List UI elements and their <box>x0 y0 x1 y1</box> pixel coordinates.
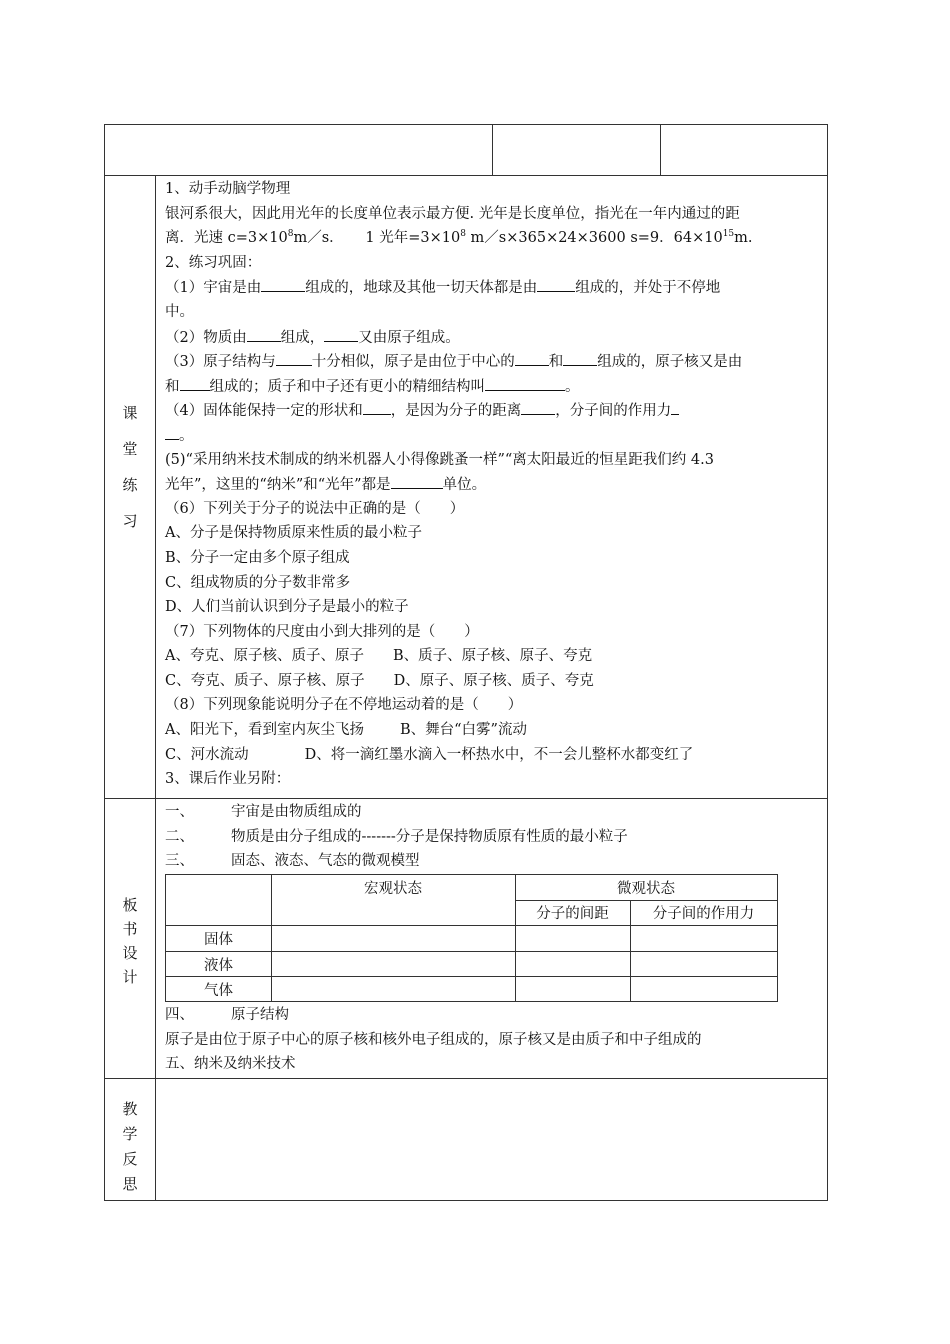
row-label-gas: 气体 <box>204 983 233 999</box>
paragraph-line: 银河系很大，因此用光年的长度单位表示最方便. 光年是长度单位，指光在一年内通过的距 <box>165 205 740 222</box>
answer-blank[interactable] <box>563 349 597 366</box>
answer-blank[interactable] <box>485 374 565 391</box>
row-label-liquid: 液体 <box>204 958 233 974</box>
answer-blank[interactable] <box>391 472 443 489</box>
row-divider <box>105 1078 827 1079</box>
board-line: 三、 固态、液态、气态的微观模型 <box>165 853 420 870</box>
label-column-divider <box>155 175 156 1200</box>
question-8: （8）下列现象能说明分子在不停地运动着的是（ ） <box>165 697 523 714</box>
board-line: 四、 原子结构 <box>165 1007 289 1023</box>
question-7: （7）下列物体的尺度由小到大排列的是（ ） <box>165 623 479 640</box>
answer-blank[interactable] <box>165 423 179 440</box>
question-5-cont: 光年”，这里的“纳米”和“光年”都是 单位。 <box>165 472 753 497</box>
board-design-label: 板 书 设 计 <box>122 896 138 986</box>
option-c: C、组成物质的分子数非常多 <box>165 574 351 591</box>
answer-blank[interactable] <box>363 398 391 415</box>
question-5: (5)“采用纳米技术制成的纳米机器人小得像跳蚤一样”“离太阳最近的恒星距我们约 4.3 <box>165 451 714 468</box>
board-content-lower <box>165 1003 702 1077</box>
row-label-solid: 固体 <box>204 932 233 948</box>
row-divider <box>105 175 827 176</box>
options-c-d: C、夸克、质子、原子核、原子 D、原子、原子核、质子、夸克 <box>165 672 594 689</box>
board-line: 原子是由位于原子中心的原子核和核外电子组成的，原子核又是由质子和中子组成的 <box>165 1031 702 1048</box>
answer-blank[interactable] <box>247 325 281 342</box>
answer-blank[interactable] <box>515 349 549 366</box>
lesson-table <box>104 124 828 1201</box>
option-b: B、分子一定由多个原子组成 <box>165 549 350 566</box>
question-2: （2）物质由 组成， 又由原子组成。 <box>165 325 753 350</box>
molecular-distance-header: 分子的间距 <box>536 906 609 922</box>
options-c-d: C、河水流动 D、将一滴红墨水滴入一杯热水中，不一会儿整杯水都变红了 <box>165 746 694 763</box>
header-divider <box>492 125 493 175</box>
answer-blank[interactable] <box>521 398 555 415</box>
answer-blank[interactable] <box>671 398 679 415</box>
practice-label: 课 堂 练 习 <box>122 404 138 530</box>
board-line: 一、 宇宙是由物质组成的 <box>165 804 362 820</box>
micro-state-header: 微观状态 <box>617 881 675 897</box>
answer-blank[interactable] <box>324 325 358 342</box>
answer-blank[interactable] <box>261 275 305 292</box>
answer-blank[interactable] <box>180 374 210 391</box>
section-heading: 2、练习巩固： <box>165 254 262 271</box>
section-heading: 3、课后作业另附： <box>165 771 291 788</box>
options-a-b: A、阳光下，看到室内灰尘飞扬 B、舞台“白雾”流动 <box>165 722 527 739</box>
question-4-cont: 。 <box>165 423 753 448</box>
option-a: A、分子是保持物质原来性质的最小粒子 <box>165 525 422 542</box>
row-divider <box>105 798 827 799</box>
molecular-force-header: 分子间的作用力 <box>652 906 755 922</box>
board-content <box>165 800 628 874</box>
options-a-b: A、夸克、原子核、质子、原子 B、质子、原子核、原子、夸克 <box>165 648 593 665</box>
states-table <box>165 874 778 1002</box>
option-d: D、人们当前认识到分子是最小的粒子 <box>165 599 409 616</box>
header-divider <box>660 125 661 175</box>
paragraph-line: 离．光速 $c=3\times 10^8m/s$． 1 光年$=3\times 10^8$ m／s×365×24×3600 s=9．$64\times 10^{15}m$. <box>165 229 753 247</box>
answer-blank[interactable] <box>276 349 312 366</box>
question-1-cont: 中。 <box>165 303 194 320</box>
board-line: 二、 物质是由分子组成的-------分子是保持物质原有性质的最小粒子 <box>165 828 628 845</box>
question-4: （4）固体能保持一定的形状和 ，是因为分子的距离 ，分子间的作用力 <box>165 398 753 423</box>
macro-state-header: 宏观状态 <box>364 881 422 897</box>
answer-blank[interactable] <box>537 275 575 292</box>
reflection-label: 教 学 反 思 <box>122 1100 138 1193</box>
section-heading: 1、动手动脑学物理 <box>165 181 291 197</box>
question-3-cont: 和 组成的；质子和中子还有更小的精细结构叫 。 <box>165 374 753 399</box>
board-line: 五、纳米及纳米技术 <box>165 1056 296 1073</box>
question-1: （1）宇宙是由 组成的，地球及其他一切天体都是由 组成的，并处于不停地 <box>165 275 753 300</box>
question-3: （3）原子结构与 十分相似，原子是由位于中心的 和 组成的，原子核又是由 <box>165 349 753 374</box>
practice-content <box>165 177 753 792</box>
question-6: （6）下列关于分子的说法中正确的是（ ） <box>165 500 465 517</box>
